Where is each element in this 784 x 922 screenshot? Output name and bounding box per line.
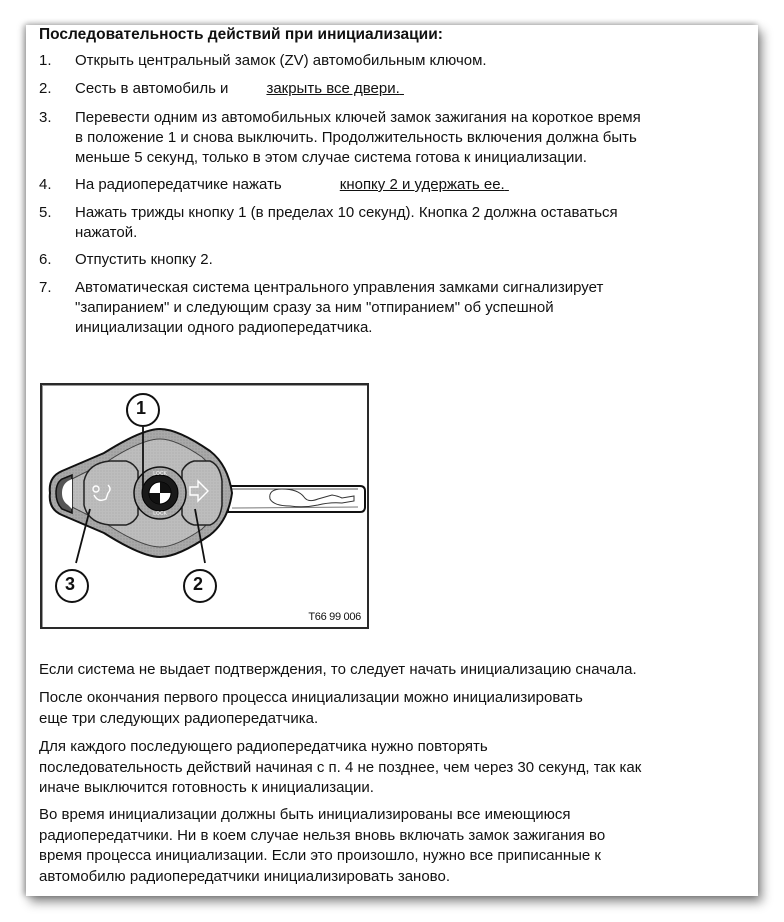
paragraph-line: Во время инициализации должны быть инициализированы все имеющиюся	[39, 806, 571, 823]
step-number: 3.	[39, 109, 52, 126]
paragraph-4	[39, 805, 605, 887]
paragraph-line: После окончания первого процесса инициализации можно инициализировать	[39, 689, 583, 706]
paragraph-3	[39, 737, 641, 799]
step-text-line-1: Нажать трижды кнопку 1 (в пределах 10 секунд). Кнопка 2 должна оставаться	[75, 204, 618, 221]
paragraph-2	[39, 688, 583, 729]
step-text-line-2: "запиранием" и следующим сразу за ним "отпиранием" об успешной	[75, 299, 554, 316]
paragraph-line: еще три следующих радиопередатчика.	[39, 709, 319, 727]
paragraph-line: Если система не выдает подтверждения, то следует начать инициализацию сначала.	[39, 661, 637, 678]
emblem-label-top: LOCK	[153, 471, 167, 477]
paragraph-1	[39, 660, 637, 681]
paragraph-line: иначе выключится готовность к инициализации.	[39, 779, 374, 796]
paragraph-line: радиопередатчики. Ни в коем случае нельзя вновь включать замок зажигания во	[39, 826, 606, 844]
step-number: 4.	[39, 176, 52, 193]
emblem-label-bottom: LOCK	[153, 511, 167, 517]
step-number: 5.	[39, 204, 52, 221]
step-text-line-3: меньше 5 секунд, только в этом случае система готова к инициализации.	[75, 149, 587, 166]
paragraph-line: время процесса инициализации. Если это произошло, нужно все приписанные к	[39, 847, 601, 864]
section-title: Последовательность действий при инициализации:	[39, 26, 443, 43]
callout-1-label: 1	[136, 398, 147, 418]
step-underlined-text: кнопку 2 и удержать ее.	[339, 176, 505, 193]
step-number: 7.	[39, 279, 52, 296]
document-page	[26, 25, 758, 896]
key-illustration	[42, 385, 367, 627]
step-text-line-2: нажатой.	[75, 224, 138, 241]
paragraph-line: последовательность действий начиная с п. 4 не позднее, чем через 30 секунд, так как	[39, 758, 642, 776]
callout-2-label: 2	[193, 574, 204, 594]
step-text: Отпустить кнопку 2.	[75, 251, 213, 268]
step-text-line-1: Перевести одним из автомобильных ключей замок зажигания на короткое время	[75, 109, 641, 126]
key-figure	[40, 383, 369, 629]
step-number: 2.	[39, 80, 52, 97]
bmw-emblem-icon	[149, 482, 171, 504]
paragraph-line: автомобилю радиопередатчики инициализировать заново.	[39, 867, 450, 885]
callout-3-label: 3	[65, 574, 76, 594]
step-underlined-text: закрыть все двери.	[266, 80, 400, 97]
step-text-line-1: Автоматическая система центрального управления замками сигнализирует	[75, 279, 604, 296]
step-text: На радиопередатчике нажать	[75, 176, 282, 193]
step-number: 1.	[39, 52, 52, 69]
step-text: Сесть в автомобиль и	[75, 80, 229, 97]
key-head	[50, 429, 232, 557]
step-text-line-3: инициализации одного радиопередатчика.	[75, 319, 373, 336]
step-number: 6.	[39, 251, 52, 268]
step-text-line-2: в положение 1 и снова выключить. Продолжительность включения должна быть	[75, 129, 637, 146]
paragraph-line: Для каждого последующего радиопередатчика нужно повторять	[39, 738, 488, 755]
step-text: Открыть центральный замок (ZV) автомобильным ключом.	[75, 52, 487, 69]
key-blade	[228, 486, 365, 512]
figure-code: T66 99 006	[308, 611, 361, 623]
